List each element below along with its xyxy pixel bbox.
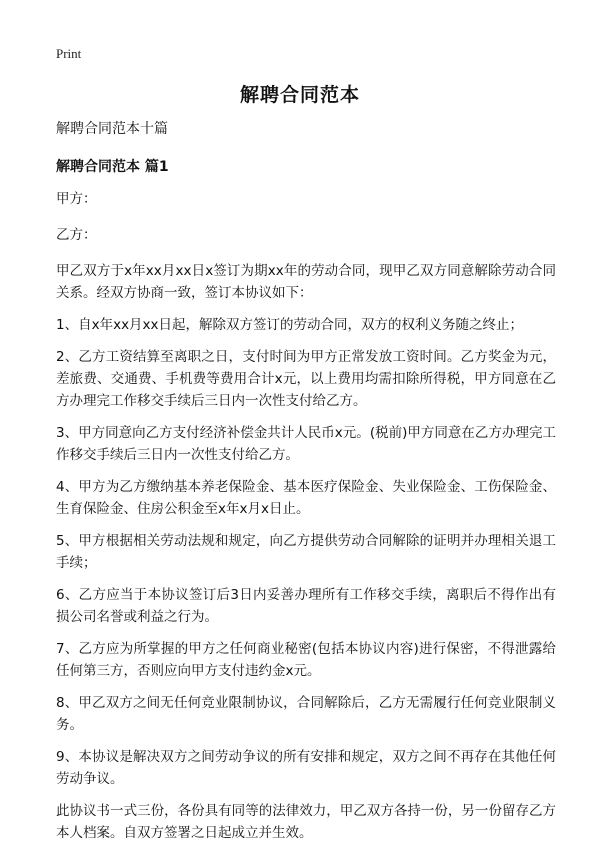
clause-4: 4、甲方为乙方缴纳基本养老保险金、基本医疗保险金、失业保险金、工伤保险金、生育保险金、住房公积金至x年x月x日止。	[56, 479, 556, 517]
clause-8: 8、甲乙双方之间无任何竞业限制协议，合同解除后，乙方无需履行任何竞业限制义务。	[56, 695, 556, 733]
clause-9: 9、本协议是解决双方之间劳动争议的所有安排和规定，双方之间不再存在其他任何劳动争议。	[56, 749, 556, 787]
clause-2: 2、乙方工资结算至离职之日，支付时间为甲方正常发放工资时间。乙方奖金为元，差旅费、交通费、手机费等费用合计x元，以上费用均需扣除所得税，甲方同意在乙方办理完工作移交手续后三日内一次性支付给乙方。	[56, 349, 556, 409]
party-b-label: 乙方：	[56, 227, 97, 243]
paragraph-closing: 此协议书一式三份，各份具有同等的法律效力，甲乙双方各持一份，另一份留存乙方本人档案。自双方签署之日起成立并生效。	[56, 803, 556, 841]
section-heading: 解聘合同范本 篇1	[56, 159, 169, 175]
clause-5: 5、甲方根据相关劳动法规和规定，向乙方提供劳动合同解除的证明并办理相关退工手续；	[56, 533, 556, 571]
party-a-label: 甲方：	[56, 191, 97, 207]
clause-1: 1、自x年xx月xx日起，解除双方签订的劳动合同，双方的权利义务随之终止；	[56, 317, 524, 333]
paragraph-intro: 甲乙双方于x年xx月xx日x签订为期xx年的劳动合同，现甲乙双方同意解除劳动合同关系。经双方协商一致，签订本协议如下：	[56, 263, 556, 301]
document-subtitle: 解聘合同范本十篇	[56, 121, 168, 137]
page-title: 解聘合同范本	[239, 84, 360, 106]
clause-7: 7、乙方应为所掌握的甲方之任何商业秘密(包括本协议内容)进行保密，不得泄露给任何第三方，否则应向甲方支付违约金x元。	[56, 641, 556, 679]
document-body	[56, 118, 556, 854]
clause-3: 3、甲方同意向乙方支付经济补偿金共计人民币x元。(税前)甲方同意在乙方办理完工作移交手续后三日内一次性支付给乙方。	[56, 425, 556, 463]
clause-6: 6、乙方应当于本协议签订后3日内妥善办理所有工作移交手续，离职后不得作出有损公司名誉或利益之行为。	[56, 587, 556, 625]
print-link[interactable]: Print	[56, 46, 82, 61]
